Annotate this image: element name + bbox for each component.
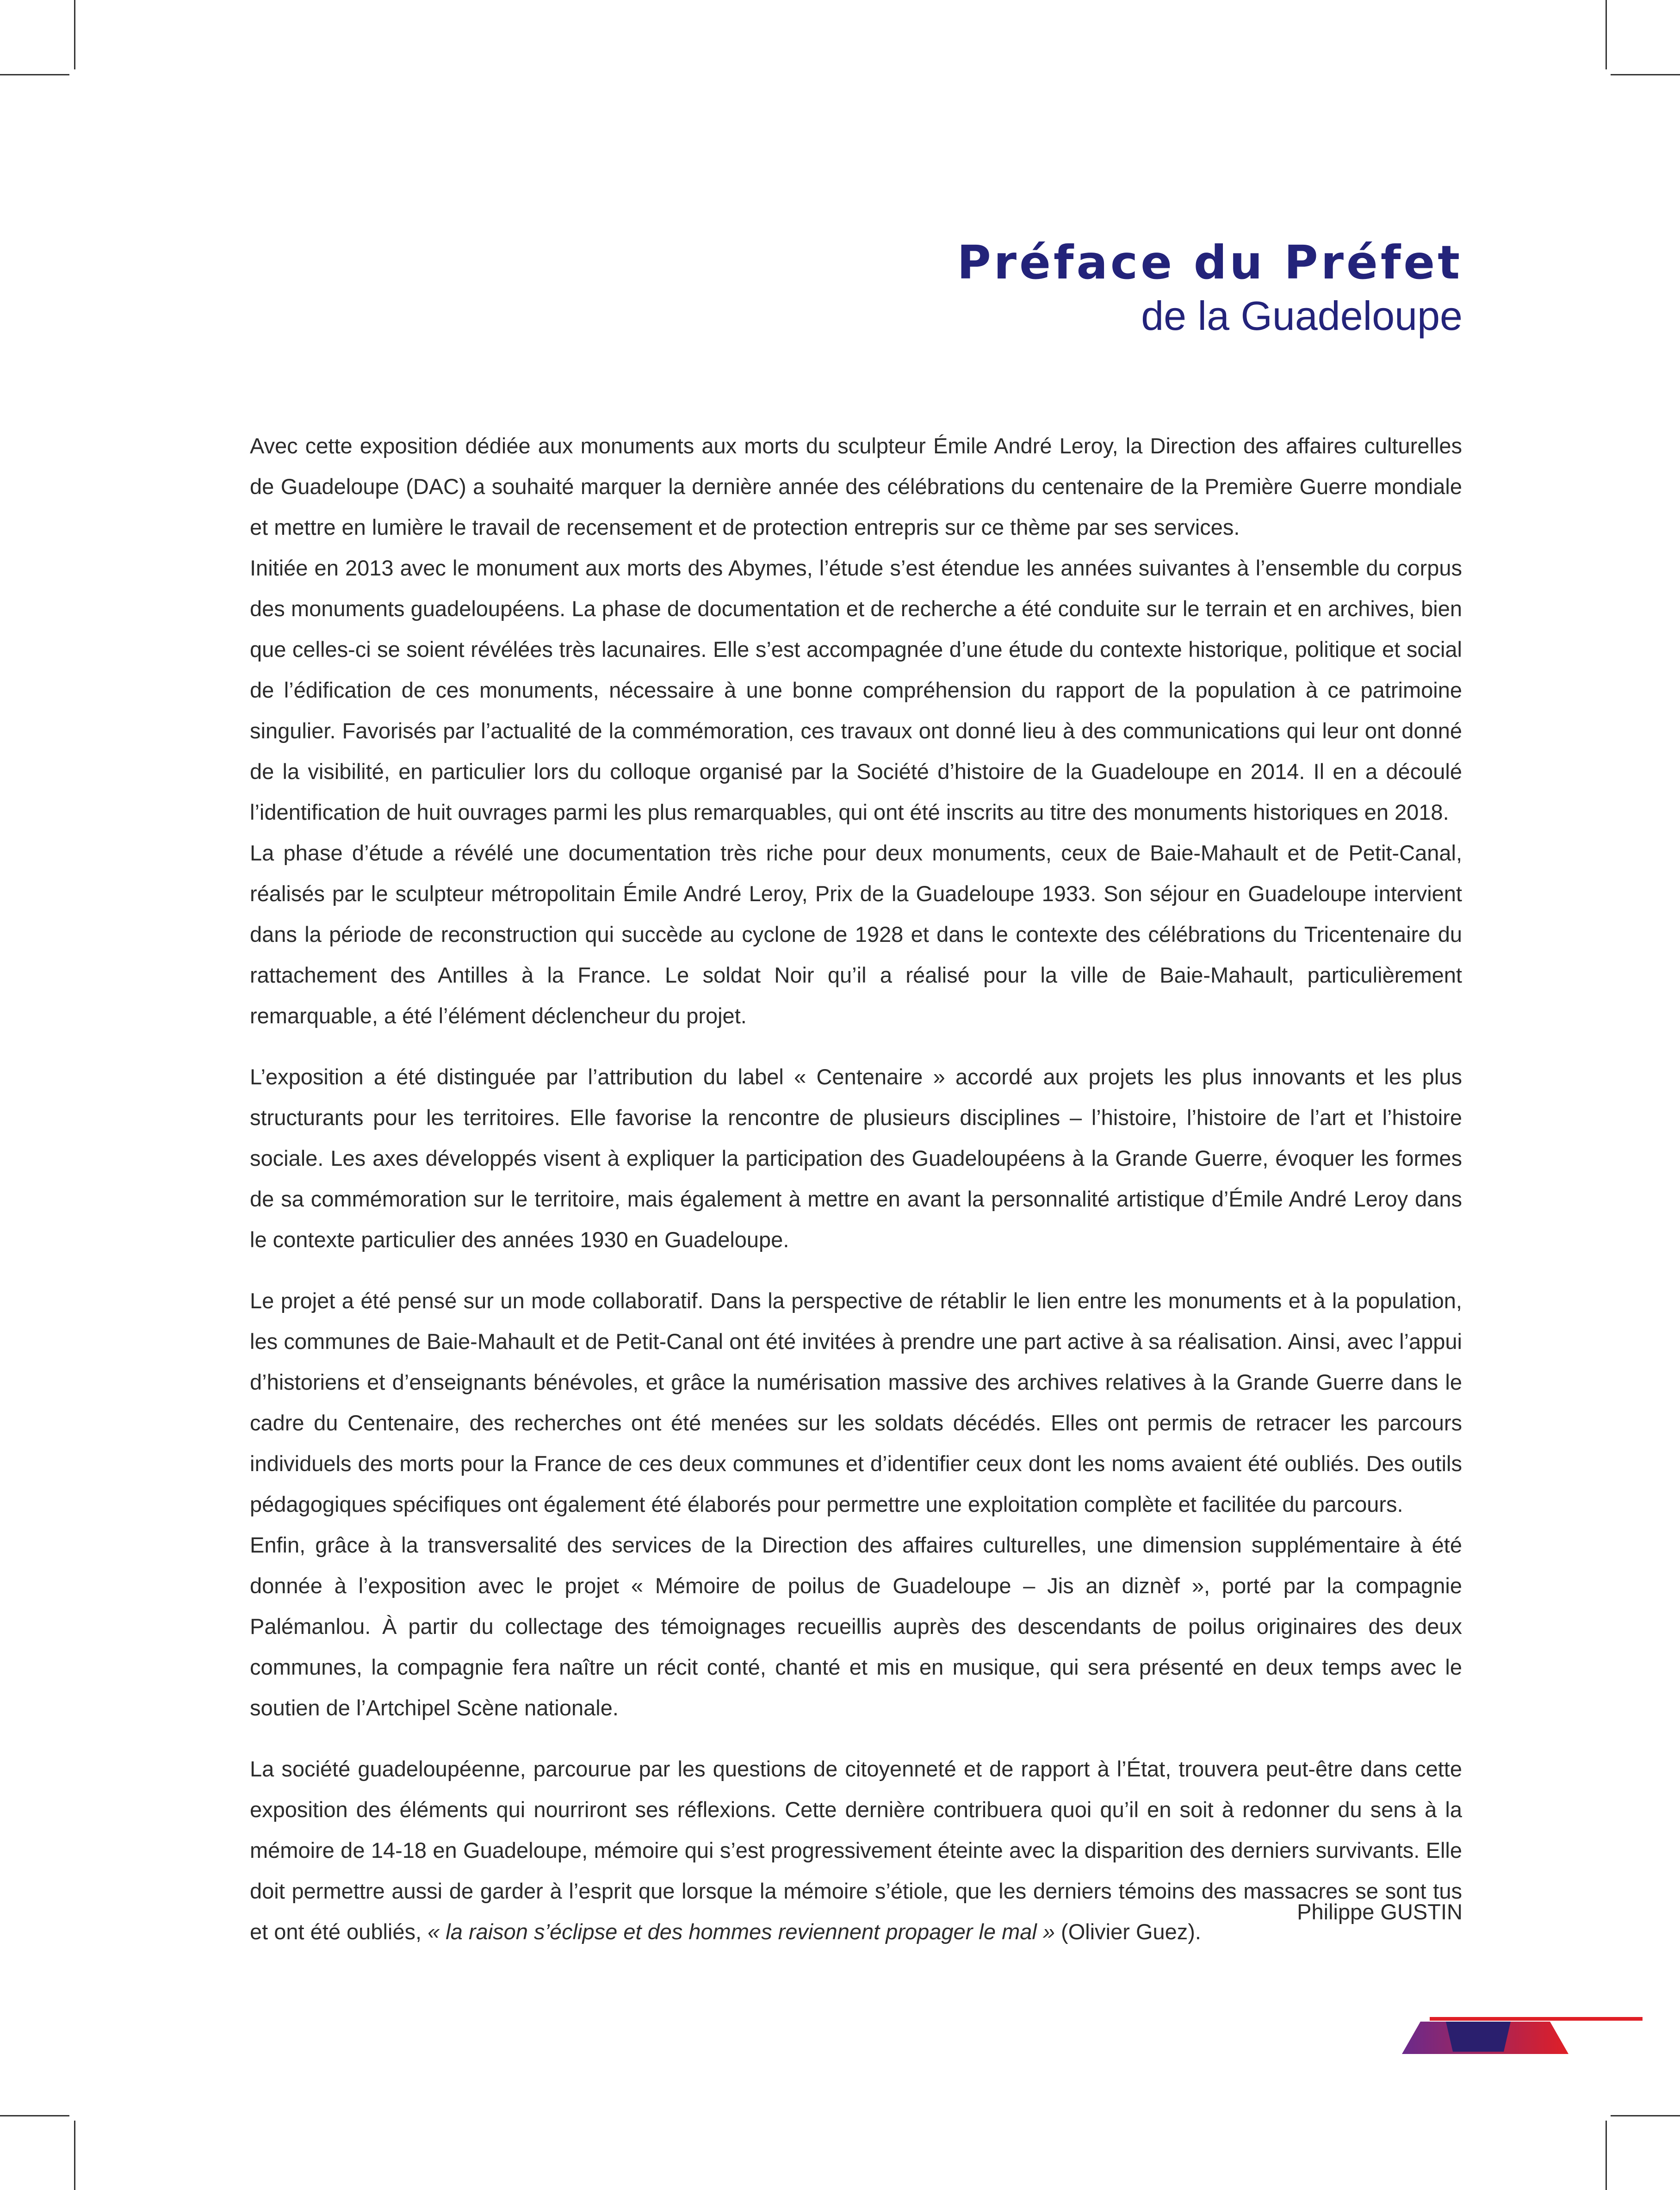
- paragraph-7-citation: (Olivier Guez).: [1055, 1919, 1201, 1944]
- page-number: 5: [1469, 1993, 1487, 2022]
- paragraph-7-quote: « la raison s’éclipse et des hommes reviennent propager le mal »: [428, 1919, 1055, 1944]
- crop-mark-bottom-left-v: [74, 2121, 75, 2190]
- paragraph-7-text: La société guadeloupéenne, parcourue par les questions de citoyenneté et de rapport à l’État, trouvera peut-être dans cette exposition des éléments qui nourriront ses réflexions. Cette dernière contribuera quoi qu’il en soit à redonner du sens à la mémoire de 14-18 en Guadeloupe, mémoire qui s’est progressivement éteinte avec la disparition des derniers survivants. Elle doit permettre aussi de garder à l’esprit que lorsque la mémoire s’étiole, que les derniers témoins des massacres se sont tus et ont été oubliés,: [250, 1757, 1462, 1944]
- paragraph-3: La phase d’étude a révélé une documentation très riche pour deux monuments, ceux de Baie-Mahault et de Petit-Canal, réalisés par le sculpteur métropolitain Émile André Leroy, Prix de la Guadeloupe 1933. Son séjour en Guadeloupe intervient dans la période de reconstruction qui succède au cyclone de 1928 et dans le contexte des célébrations du Tricentenaire du rattachement des Antilles à la France. Le soldat Noir qu’il a réalisé pour la ville de Baie-Mahault, particulièrement remarquable, a été l’élément déclencheur du projet.: [250, 841, 1462, 1028]
- paragraph-2: Initiée en 2013 avec le monument aux morts des Abymes, l’étude s’est étendue les années suivantes à l’ensemble du corpus des monuments guadeloupéens. La phase de documentation et de recherche a été conduite sur le terrain et en archives, bien que celles-ci se soient révélées très lacunaires. Elle s’est accompagnée d’une étude du contexte historique, politique et social de l’édification de ces monuments, nécessaire à une bonne compréhension du rapport de la population à ce patrimoine singulier. Favorisés par l’actualité de la commémoration, ces travaux ont donné lieu à des communications qui leur ont donné de la visibilité, en particulier lors du colloque organisé par la Société d’histoire de la Guadeloupe en 2014. Il en a découlé l’identification de huit ouvrages parmi les plus remarquables, qui ont été inscrits au titre des monuments historiques en 2018.: [250, 556, 1462, 824]
- crop-mark-top-left-v: [74, 0, 75, 69]
- preface-body: [250, 426, 1462, 1952]
- crop-mark-top-right-v: [1606, 0, 1607, 69]
- title-sub: de la Guadeloupe: [1141, 293, 1463, 339]
- crop-mark-top-right-h: [1611, 74, 1680, 75]
- paragraph-1: Avec cette exposition dédiée aux monuments aux morts du sculpteur Émile André Leroy, la Direction des affaires culturelles de Guadeloupe (DAC) a souhaité marquer la dernière année des célébrations du centenaire de la Première Guerre mondiale et mettre en lumière le travail de recensement et de protection entrepris sur ce thème par ses services.: [250, 433, 1462, 539]
- crop-mark-bottom-left-h: [0, 2115, 69, 2116]
- title-main: Préface du Préfet: [957, 235, 1463, 290]
- page-badge: [1402, 2017, 1643, 2063]
- crop-mark-bottom-right-v: [1606, 2121, 1607, 2190]
- paragraph-6: Enfin, grâce à la transversalité des services de la Direction des affaires culturelles, une dimension supplémentaire à été donnée à l’exposition avec le projet « Mémoire de poilus de Guadeloupe – Jis an diznèf », porté par la compagnie Palémanlou. À partir du collectage des témoignages recueillis auprès des descendants de poilus originaires des deux communes, la compagnie fera naître un récit conté, chanté et mis en musique, qui sera présenté en deux temps avec le soutien de l’Artchipel Scène nationale.: [250, 1533, 1462, 1720]
- page-title: [957, 235, 1463, 341]
- signature: Philippe GUSTIN: [1297, 1899, 1463, 1924]
- paragraph-5: Le projet a été pensé sur un mode collaboratif. Dans la perspective de rétablir le lien entre les monuments et à la population, les communes de Baie-Mahault et de Petit-Canal ont été invitées à prendre une part active à sa réalisation. Ainsi, avec l’appui d’historiens et d’enseignants bénévoles, et grâce la numérisation massive des archives relatives à la Grande Guerre dans le cadre du Centenaire, des recherches ont été menées sur les soldats décédés. Elles ont permis de retracer les parcours individuels des morts pour la France de ces deux communes et d’identifier ceux dont les noms avaient été oubliés. Des outils pédagogiques spécifiques ont également été élaborés pour permettre une exploitation complète et facilitée du parcours.: [250, 1288, 1462, 1516]
- paragraph-7: [250, 1749, 1462, 1952]
- crop-mark-top-left-h: [0, 74, 69, 75]
- paragraph-4: L’exposition a été distinguée par l’attribution du label « Centenaire » accordé aux projets les plus innovants et les plus structurants pour les territoires. Elle favorise la rencontre de plusieurs disciplines – l’histoire, l’histoire de l’art et l’histoire sociale. Les axes développés visent à expliquer la participation des Guadeloupéens à la Grande Guerre, évoquer les formes de sa commémoration sur le territoire, mais également à mettre en avant la personnalité artistique d’Émile André Leroy dans le contexte particulier des années 1930 en Guadeloupe.: [250, 1064, 1462, 1252]
- crop-mark-bottom-right-h: [1611, 2115, 1680, 2116]
